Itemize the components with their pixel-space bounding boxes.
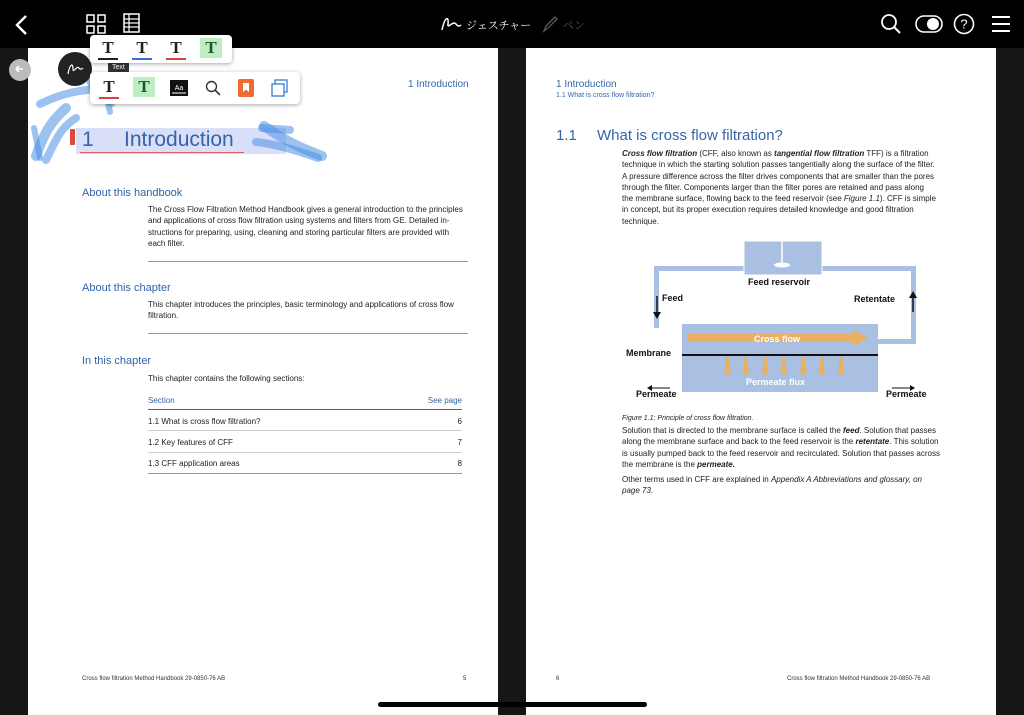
text-line: the membrane is the permeate. xyxy=(622,459,735,469)
permeate-left-label: Permeate xyxy=(636,389,677,399)
help-icon[interactable] xyxy=(953,13,975,35)
text-line: Other terms used in CFF are explained in Appendix A Abbreviations and glossary, on xyxy=(622,475,923,484)
membrane-label: Membrane xyxy=(626,348,672,358)
running-subheader: 1.1 What is cross flow filtration? xyxy=(556,92,655,99)
toc-row[interactable]: 1.1 What is cross flow filtration? 6 xyxy=(148,417,462,426)
footer-title: Cross flow filtration Method Handbook 29-0850-76 AB xyxy=(787,676,931,682)
pen-mode-label[interactable]: ペン xyxy=(563,20,585,32)
glossary-paragraph xyxy=(622,474,972,497)
running-header: 1 Introduction xyxy=(556,79,617,90)
gesture-icon[interactable] xyxy=(440,14,462,34)
divider xyxy=(148,333,468,334)
gesture-mode-label[interactable]: ジェスチャー xyxy=(466,20,532,32)
svg-text:?: ? xyxy=(960,16,968,32)
text-line: through the filter. Components larger than the filter pores are retained and pass along xyxy=(622,182,924,192)
search-icon[interactable] xyxy=(205,80,221,96)
figure-caption: Figure 1.1: Principle of cross flow filtration. xyxy=(622,415,754,422)
bookmark-icon[interactable] xyxy=(238,79,254,97)
chapter-number: 1 xyxy=(82,128,94,151)
pen-tool-button[interactable] xyxy=(58,52,92,86)
text-line: page 73. xyxy=(622,486,654,496)
definitions-paragraph xyxy=(622,425,972,470)
divider xyxy=(148,261,468,262)
text-tool-chip[interactable]: Text xyxy=(108,62,129,74)
section-number: 1.1 xyxy=(556,127,577,144)
chapter-title: Introduction xyxy=(124,128,234,151)
annotation-toolbar xyxy=(90,72,300,104)
text-style-blue-underline[interactable]: T xyxy=(132,38,152,60)
permeate-right-label: Permeate xyxy=(886,389,927,399)
text-underline-tool[interactable]: T xyxy=(99,77,119,99)
section-title: What is cross flow filtration? xyxy=(597,127,783,144)
text-line: technique in which the starting solution passes tangentially along the surface of the filter. xyxy=(622,160,935,170)
handwriting-icon xyxy=(66,60,84,78)
intro-paragraph xyxy=(622,148,972,227)
text-line: the membrane surface, flowing back to the feed reservoir (see Figure 1.1). CFF is simple xyxy=(622,194,936,204)
back-chevron-icon[interactable] xyxy=(14,14,30,36)
footer-title: Cross flow filtration Method Handbook 29-0850-76 AB xyxy=(82,676,226,682)
thumbnail-grid-icon[interactable] xyxy=(86,14,106,34)
text-line: along the membrane surface and back to the feed reservoir is the retentate. This solution xyxy=(622,437,939,447)
text-line: technique. xyxy=(622,216,659,226)
highlighter-strokes xyxy=(0,48,340,178)
text-line: Solution that is directed to the membrane surface is called the feed. Solution that passes xyxy=(622,426,936,435)
copy-icon[interactable] xyxy=(271,79,289,97)
menu-icon[interactable] xyxy=(991,15,1011,33)
toc-row[interactable]: 1.2 Key features of CFF 7 xyxy=(148,438,462,447)
text-style-toolbar xyxy=(90,35,232,63)
in-chapter-title: In this chapter xyxy=(82,355,152,367)
about-chapter-text: This chapter introduces the principles, basic terminology and applications of cross flow filtration. xyxy=(148,300,454,321)
toc-row[interactable]: 1.3 CFF application areas 8 xyxy=(148,459,462,468)
text-line: A pressure difference across the filter drives components that are smaller than the pores xyxy=(622,171,935,181)
loop-join-pipe xyxy=(876,339,916,344)
right-page xyxy=(526,48,996,715)
feed-label: Feed xyxy=(662,293,684,303)
running-header: 1 Introduction xyxy=(408,79,469,90)
text-style-black-underline[interactable]: T xyxy=(98,38,118,60)
svg-text:Aa: Aa xyxy=(174,85,184,92)
about-chapter-title: About this chapter xyxy=(82,282,171,294)
search-icon[interactable] xyxy=(880,13,902,35)
home-indicator[interactable] xyxy=(378,702,647,707)
text-style-green-highlight[interactable]: T xyxy=(200,38,222,58)
text-highlight-tool[interactable]: T xyxy=(133,77,155,97)
retentate-label: Retentate xyxy=(854,294,896,304)
in-chapter-intro: This chapter contains the following sections: xyxy=(148,374,305,383)
pen-icon[interactable] xyxy=(541,14,559,34)
footer-page-number: 5 xyxy=(463,676,467,682)
toc-header-row: Section See page xyxy=(148,396,462,405)
text-style-red-underline[interactable]: T xyxy=(166,38,186,60)
cross-flow-label: Cross flow xyxy=(754,334,801,344)
text-line: Cross flow filtration (CFF, also known as tangential flow filtration TFF) is a filtration xyxy=(622,149,929,158)
feed-reservoir-label: Feed reservoir xyxy=(748,277,811,287)
text-box-icon[interactable] xyxy=(170,80,188,96)
text-line: in concept, but its proper execution requires detailed knowledge and good filtration xyxy=(622,205,914,215)
about-handbook-text: The Cross Flow Filtration Method Handbook gives a general introduction to the principles and applications of cross flow filtration using systems and filters from GE. Detailed in- structions for preparing, using, cleaning and storing particular filters are provided with each filter. xyxy=(148,205,463,248)
table-of-contents-icon[interactable] xyxy=(123,13,141,35)
feed-reservoir xyxy=(744,241,822,275)
about-handbook-title: About this handbook xyxy=(82,187,183,199)
display-mode-toggle-icon[interactable] xyxy=(915,14,943,34)
permeate-flux-label: Permeate flux xyxy=(746,377,806,387)
text-line: is usually pumped back to the feed reservoir and recirculated. Solution that passes across xyxy=(622,448,940,458)
footer-page-number: 6 xyxy=(556,676,560,682)
